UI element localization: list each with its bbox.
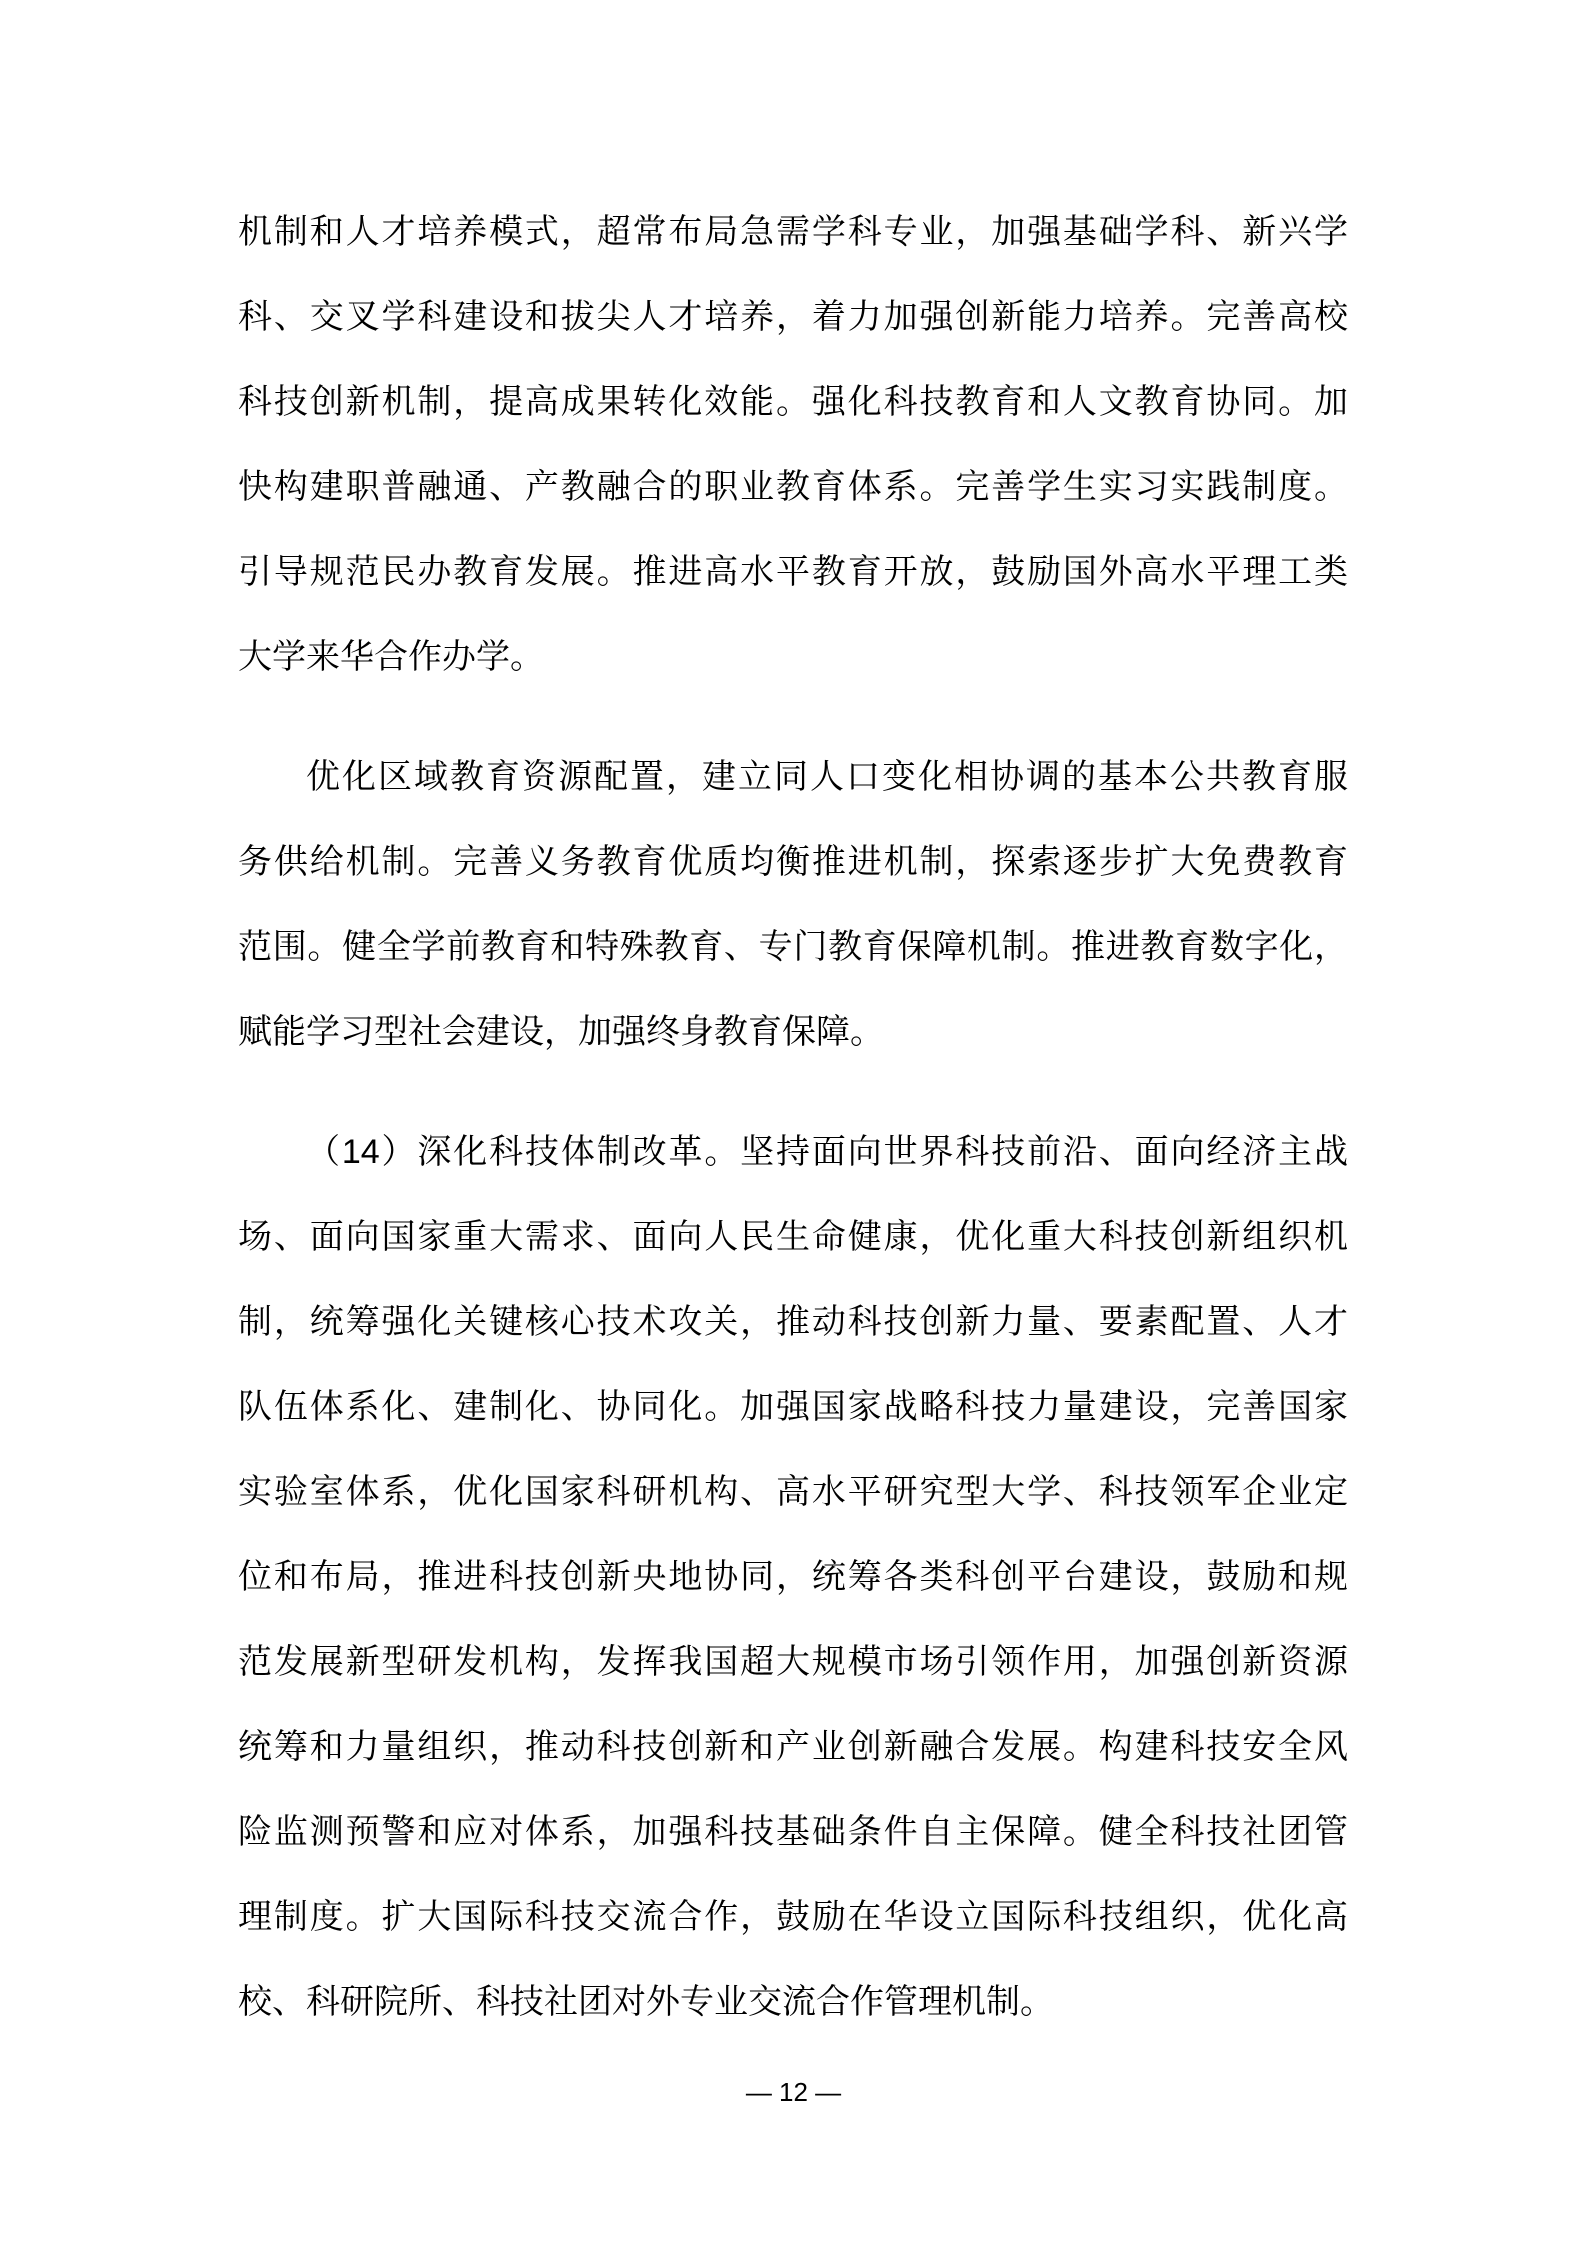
text-line: 优化区域教育资源配置，建立同人口变化相协调的基本公共教育服 [306,758,1348,796]
text-line: （14）深化科技体制改革。坚持面向世界科技前沿、面向经济主战 [306,1133,1348,1171]
text-line: 科技创新机制，提高成果转化效能。强化科技教育和人文教育协同。加 [238,383,1348,421]
text-line: 引导规范民办教育发展。推进高水平教育开放，鼓励国外高水平理工类 [238,553,1348,591]
text-line: 制，统筹强化关键核心技术攻关，推动科技创新力量、要素配置、人才 [238,1303,1348,1341]
text-line: 范发展新型研发机构，发挥我国超大规模市场引领作用，加强创新资源 [238,1643,1348,1681]
text-line: 理制度。扩大国际科技交流合作，鼓励在华设立国际科技组织，优化高 [238,1898,1348,1936]
paragraph-item-14-science-tech-reform [238,1110,1348,2045]
text-line: 科、交叉学科建设和拔尖人才培养，着力加强创新能力培养。完善高校 [238,298,1348,336]
text-line: 务供给机制。完善义务教育优质均衡推进机制，探索逐步扩大免费教育 [238,843,1348,881]
document-body-text [238,190,1348,2045]
text-line: 大学来华合作办学。 [238,638,544,676]
text-line: 队伍体系化、建制化、协同化。加强国家战略科技力量建设，完善国家 [238,1388,1348,1426]
text-line: 校、科研院所、科技社团对外专业交流合作管理机制。 [238,1983,1054,2021]
paragraph-education-reform-continued [238,190,1348,700]
text-line: 范围。健全学前教育和特殊教育、专门教育保障机制。推进教育数字化， [238,928,1348,966]
text-line: 实验室体系，优化国家科研机构、高水平研究型大学、科技领军企业定 [238,1473,1348,1511]
page-number: — 12 — [745,2077,842,2107]
text-line: 险监测预警和应对体系，加强科技基础条件自主保障。健全科技社团管 [238,1813,1348,1851]
text-line: 场、面向国家重大需求、面向人民生命健康，优化重大科技创新组织机 [238,1218,1348,1256]
text-line: 统筹和力量组织，推动科技创新和产业创新融合发展。构建科技安全风 [238,1728,1348,1766]
text-line: 机制和人才培养模式，超常布局急需学科专业，加强基础学科、新兴学 [238,213,1348,251]
text-line: 位和布局，推进科技创新央地协同，统筹各类科创平台建设，鼓励和规 [238,1558,1348,1596]
text-line: 赋能学习型社会建设，加强终身教育保障。 [238,1013,884,1051]
text-line: 快构建职普融通、产教融合的职业教育体系。完善学生实习实践制度。 [238,468,1348,506]
paragraph-education-resources [238,735,1348,1075]
